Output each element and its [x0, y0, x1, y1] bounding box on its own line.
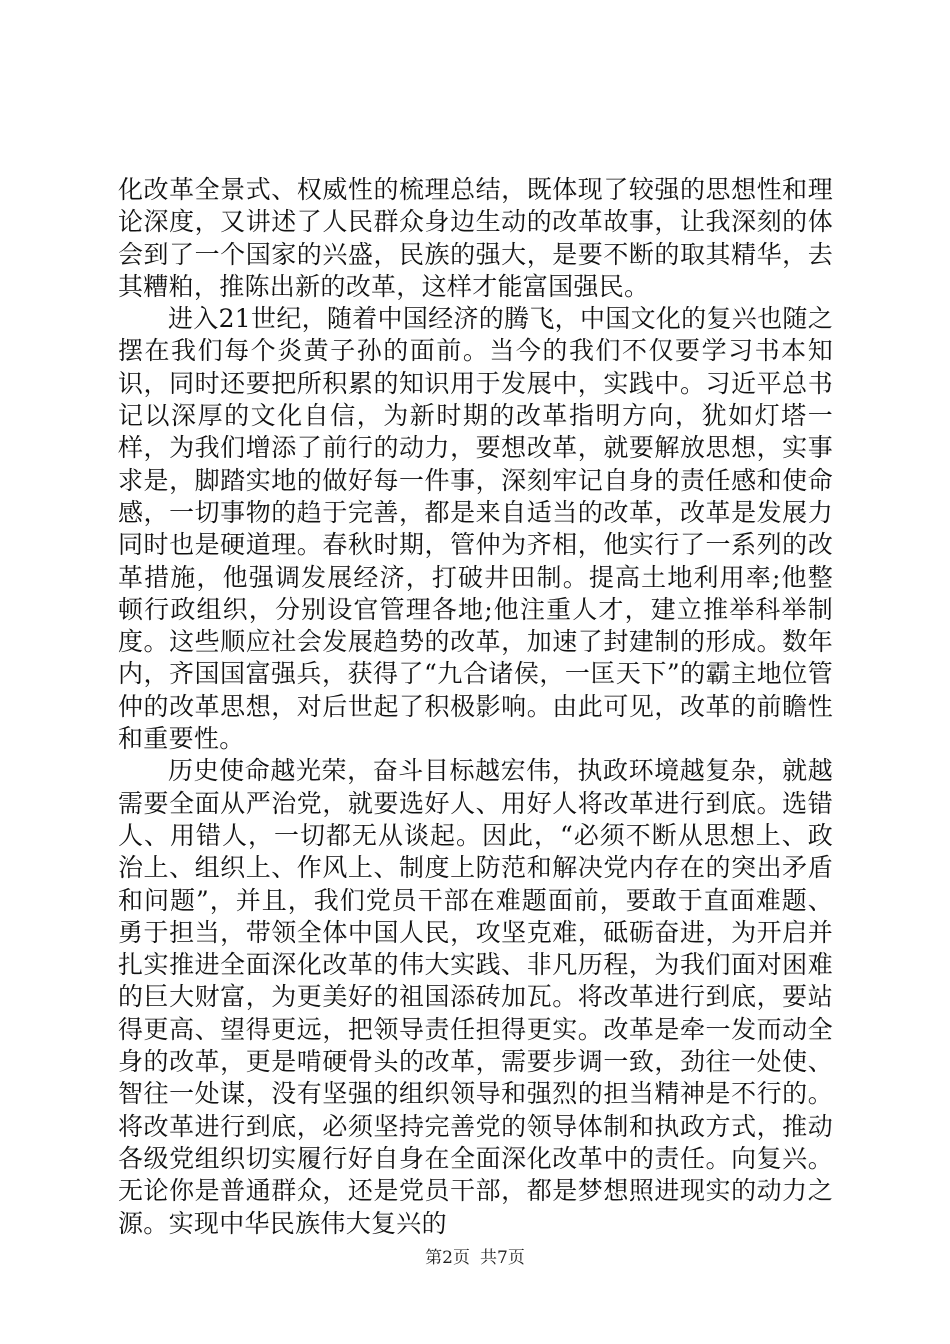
page-number: 第2页 — [425, 1248, 470, 1268]
document-body — [118, 174, 833, 1240]
paragraph-party-governance: 历史使命越光荣，奋斗目标越宏伟，执政环境越复杂，就越需要全面从严治党，就要选好人、用好人将改革进行到底。选错人、用错人，一切都无从谈起。因此，“必须不断从思想上、政治上、组织上、作风上、制度上防范和解决党内存在的突出矛盾和问题”，并且，我们党员干部在难题面前，要敢于直面难题、勇于担当，带领全体中国人民，攻坚克难，砥砺奋进，为开启并扎实推进全面深化改革的伟大实践、非凡历程，为我们面对困难的巨大财富，为更美好的祖国添砖加瓦。将改革进行到底，要站得更高、望得更远，把领导责任担得更实。改革是牵一发而动全身的改革，更是啃硬骨头的改革，需要步调一致，劲往一处使、智往一处谋，没有坚强的组织领导和强烈的担当精神是不行的。将改革进行到底，必须坚持完善党的领导体制和执政方式，推动各级党组织切实履行好自身在全面深化改革中的责任。向复兴。无论你是普通群众，还是党员干部，都是梦想照进现实的动力之源。实现中华民族伟大复兴的 — [118, 756, 833, 1238]
paragraph-reform-history: 进入21世纪，随着中国经济的腾飞，中国文化的复兴也随之摆在我们每个炎黄子孙的面前。当今的我们不仅要学习书本知识，同时还要把所积累的知识用于发展中，实践中。习近平总书记以深厚的文化自信，为新时期的改革指明方向，犹如灯塔一样，为我们增添了前行的动力，要想改革，就要解放思想，实事求是，脚踏实地的做好每一件事，深刻牢记自身的责任感和使命感，一切事物的趋于完善，都是来自适当的改革，改革是发展力同时也是硬道理。春秋时期，管仲为齐相，他实行了一系列的改革措施，他强调发展经济，打破井田制。提高土地利用率;他整顿行政组织，分别设官管理各地;他注重人才，建立推举科举制度。这些顺应社会发展趋势的改革，加速了封建制的形成。数年内，齐国国富强兵，获得了“九合诸侯，一匡天下”的霸主地位管仲的改革思想，对后世起了积极影响。由此可见，改革的前瞻性和重要性。 — [118, 304, 833, 754]
page-footer — [0, 1248, 950, 1268]
paragraph-continuation: 化改革全景式、权威性的梳理总结，既体现了较强的思想性和理论深度，又讲述了人民群众身边生动的改革故事，让我深刻的体会到了一个国家的兴盛，民族的强大，是要不断的取其精华，去其糟粕，推陈出新的改革，这样才能富国强民。 — [118, 175, 833, 301]
page-total: 共7页 — [480, 1248, 525, 1268]
